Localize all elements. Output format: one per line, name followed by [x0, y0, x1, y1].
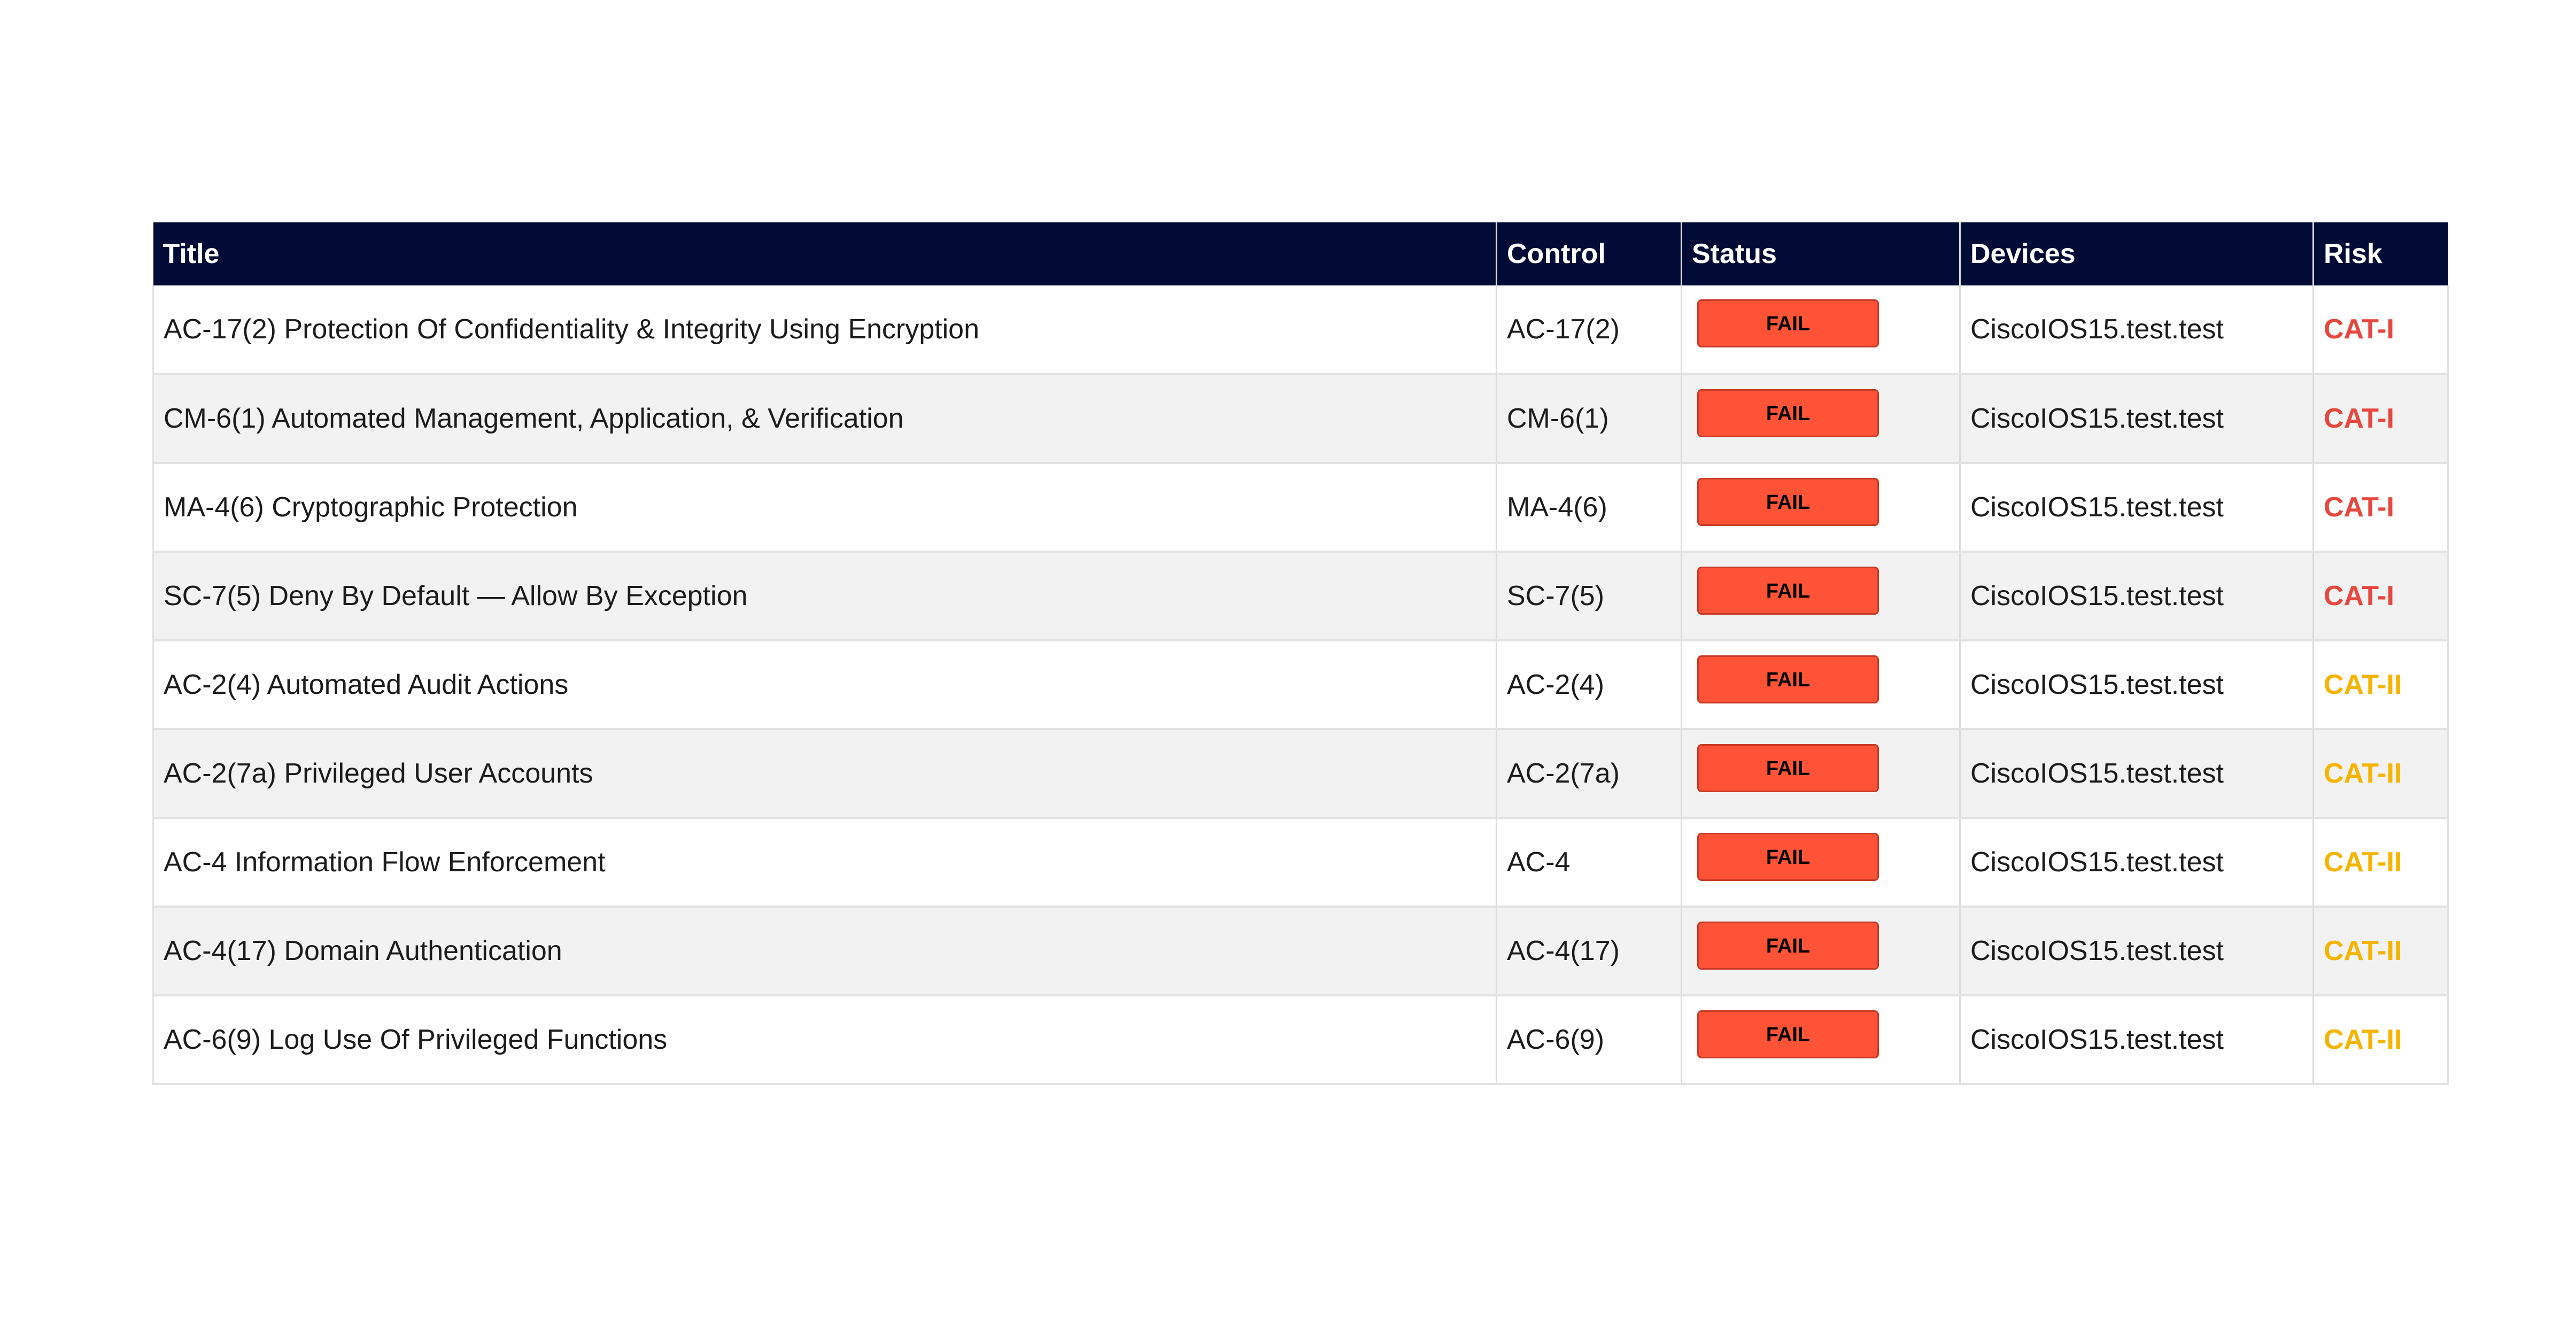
column-header-risk[interactable]: Risk	[2324, 238, 2382, 269]
cell-title: SC-7(5) Deny By Default — Allow By Exception	[153, 552, 1497, 640]
table-row[interactable]	[153, 907, 2448, 995]
table-row[interactable]	[153, 818, 2448, 907]
table-row[interactable]	[153, 552, 2448, 640]
cell-control: SC-7(5)	[1497, 552, 1682, 640]
cell-risk: CAT-I	[2314, 463, 2448, 552]
cell-status	[1682, 907, 1960, 995]
cell-title: AC-17(2) Protection Of Confidentiality & Integrity Using Encryption	[153, 285, 1497, 374]
status-badge: FAIL	[1697, 567, 1879, 615]
cell-control: AC-4(17)	[1497, 907, 1682, 995]
cell-device: CiscoIOS15.test.test	[1960, 285, 2314, 374]
cell-device: CiscoIOS15.test.test	[1960, 552, 2314, 640]
status-badge: FAIL	[1697, 299, 1879, 347]
cell-status	[1682, 374, 1960, 463]
cell-status	[1682, 552, 1960, 640]
cell-status	[1682, 463, 1960, 552]
cell-control: AC-4	[1497, 818, 1682, 907]
table-row[interactable]	[153, 285, 2448, 374]
status-badge: FAIL	[1697, 389, 1879, 437]
cell-device: CiscoIOS15.test.test	[1960, 995, 2314, 1084]
cell-device: CiscoIOS15.test.test	[1960, 907, 2314, 995]
column-header-title[interactable]: Title	[153, 222, 1497, 285]
cell-title: MA-4(6) Cryptographic Protection	[153, 463, 1497, 552]
cell-title: AC-2(4) Automated Audit Actions	[153, 640, 1497, 729]
cell-device: CiscoIOS15.test.test	[1960, 463, 2314, 552]
cell-risk: CAT-II	[2314, 907, 2448, 995]
table-row[interactable]	[153, 640, 2448, 729]
cell-risk: CAT-II	[2314, 818, 2448, 907]
cell-risk: CAT-I	[2314, 552, 2448, 640]
cell-status	[1682, 729, 1960, 818]
cell-status	[1682, 818, 1960, 907]
cell-control: AC-6(9)	[1497, 995, 1682, 1084]
status-badge: FAIL	[1697, 922, 1879, 970]
table-body	[153, 285, 2448, 1084]
cell-control: MA-4(6)	[1497, 463, 1682, 552]
cell-device: CiscoIOS15.test.test	[1960, 640, 2314, 729]
cell-control: CM-6(1)	[1497, 374, 1682, 463]
table-row[interactable]	[153, 374, 2448, 463]
cell-status	[1682, 640, 1960, 729]
cell-risk: CAT-I	[2314, 285, 2448, 374]
cell-device: CiscoIOS15.test.test	[1960, 729, 2314, 818]
status-badge: FAIL	[1697, 744, 1879, 792]
cell-status	[1682, 995, 1960, 1084]
cell-device: CiscoIOS15.test.test	[1960, 374, 2314, 463]
compliance-table-container	[152, 222, 2447, 1085]
cell-device: CiscoIOS15.test.test	[1960, 818, 2314, 907]
cell-risk: CAT-I	[2314, 374, 2448, 463]
column-header-status[interactable]: Status	[1682, 222, 1960, 285]
cell-control: AC-2(4)	[1497, 640, 1682, 729]
status-badge: FAIL	[1697, 478, 1879, 526]
cell-title: AC-6(9) Log Use Of Privileged Functions	[153, 995, 1497, 1084]
table-row[interactable]	[153, 995, 2448, 1084]
compliance-results-table	[152, 222, 2449, 1085]
cell-title: AC-4 Information Flow Enforcement	[153, 818, 1497, 907]
status-badge: FAIL	[1697, 833, 1879, 881]
table-row[interactable]	[153, 729, 2448, 818]
table-header-row	[153, 222, 2448, 285]
table-row[interactable]	[153, 463, 2448, 552]
status-badge: FAIL	[1697, 655, 1879, 703]
cell-title: AC-2(7a) Privileged User Accounts	[153, 729, 1497, 818]
cell-status	[1682, 285, 1960, 374]
column-header-control[interactable]: Control	[1497, 222, 1682, 285]
column-header-devices[interactable]: Devices	[1960, 222, 2314, 285]
cell-control: AC-2(7a)	[1497, 729, 1682, 818]
status-badge: FAIL	[1697, 1010, 1879, 1058]
cell-risk: CAT-II	[2314, 640, 2448, 729]
cell-risk: CAT-II	[2314, 729, 2448, 818]
cell-title: AC-4(17) Domain Authentication	[153, 907, 1497, 995]
cell-risk: CAT-II	[2314, 995, 2448, 1084]
cell-title: CM-6(1) Automated Management, Application, & Verification	[153, 374, 1497, 463]
cell-control: AC-17(2)	[1497, 285, 1682, 374]
